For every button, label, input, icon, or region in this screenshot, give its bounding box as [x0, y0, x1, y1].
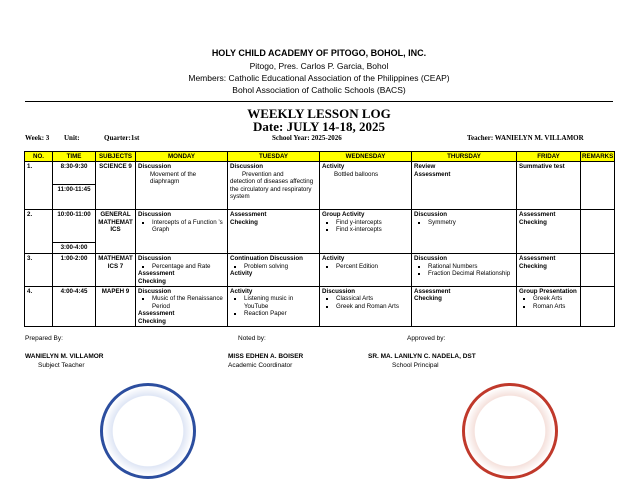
approved-by-name: SR. MA. LANILYN C. NADELA, DST [368, 353, 476, 360]
bullet-list [138, 295, 225, 310]
lesson-log-table [24, 151, 615, 327]
activity-title: Assessment [230, 211, 267, 219]
activity-title: Assessment [519, 255, 556, 263]
activity-title: Checking [138, 277, 166, 285]
membership-ceap: Members: Catholic Educational Association of the Philippines (CEAP) [188, 73, 450, 83]
activity-title: Assessment [138, 310, 175, 318]
col-header: SUBJECTS [96, 152, 136, 162]
bullet-item: ▪ Greek and Roman Arts [336, 303, 409, 310]
activity-title: Activity [322, 255, 345, 263]
col-header: REMARKS [582, 153, 614, 160]
cell-wednesday [320, 287, 412, 327]
activity-title: Continuation Discussion [230, 255, 303, 263]
activity-title: Checking [519, 218, 547, 226]
activity-title: Discussion [230, 163, 264, 171]
cell-tuesday [228, 254, 320, 287]
activity-title: Assessment [414, 288, 451, 296]
bullet-item: ▪ Find y-intercepts [336, 219, 409, 226]
activity-title: Discussion [414, 255, 448, 263]
row-time: 8:30-9:30 [53, 162, 96, 185]
school-name: HOLY CHILD ACADEMY OF PITOGO, BOHOL, INC. [211, 48, 427, 58]
table-row [25, 210, 615, 243]
row-number: 2. [25, 210, 53, 254]
meta-teacher: Teacher: WANIELYN M. VILLAMOR [467, 134, 584, 142]
cell-thursday [412, 254, 517, 287]
cell-friday [517, 162, 581, 210]
activity-title: Activity [322, 163, 345, 171]
activity-title: Review [414, 163, 436, 171]
col-header: NO. [25, 152, 53, 162]
col-header: WEDNESDAY [320, 152, 412, 162]
document-title: WEEKLY LESSON LOG [247, 106, 391, 121]
cell-wednesday [320, 162, 412, 210]
col-header: FRIDAY [517, 152, 581, 162]
cell-wednesday [320, 210, 412, 254]
cell-remarks [581, 162, 615, 210]
header-divider [25, 101, 613, 102]
cell-monday [136, 162, 228, 210]
bullet-item: ▪ Rational Numbers [428, 263, 514, 270]
row-time: 1:00-2:00 [53, 254, 96, 287]
activity-title: Discussion [138, 211, 172, 219]
bullet-list [322, 219, 409, 234]
bullet-list [414, 263, 514, 278]
activity-title: Discussion [414, 211, 448, 219]
bullet-list [414, 219, 514, 226]
activity-title: Assessment [519, 211, 556, 219]
activity-title: Group Presentation [519, 288, 577, 296]
activity-title: Checking [138, 317, 166, 325]
col-header: TUESDAY [228, 152, 320, 162]
cell-remarks [581, 254, 615, 287]
activity-detail: Bottled balloons [334, 170, 379, 178]
cell-friday [517, 210, 581, 254]
activity-title: Discussion [138, 288, 172, 296]
cell-monday [136, 287, 228, 327]
bullet-item: ▪ Greek Arts [533, 295, 578, 302]
noted-by-role: Academic Coordinator [228, 362, 293, 369]
cell-tuesday [228, 210, 320, 254]
bullet-list [322, 263, 409, 270]
document-date: Date: JULY 14-18, 2025 [253, 119, 385, 134]
table-row [25, 162, 615, 185]
activity-title: Assessment [414, 170, 451, 178]
activity-title: Activity [230, 288, 253, 296]
row-subject: GENERAL MATHEMATICS [96, 210, 136, 254]
row-time: 11:00-11:45 [53, 185, 96, 210]
bullet-item: ▪ Listening music in YouTube [244, 295, 317, 310]
activity-title: Group Activity [322, 211, 365, 219]
activity-title: Assessment [138, 270, 175, 278]
bullet-list [519, 295, 578, 310]
row-time: 10:00-11:00 [53, 210, 96, 243]
bullet-list [230, 263, 317, 270]
approved-by-label: Approved by: [407, 335, 446, 342]
bullet-list [230, 295, 317, 317]
col-header: TIME [53, 152, 96, 162]
bullet-list [138, 263, 225, 270]
row-number: 1. [25, 162, 53, 210]
row-number: 3. [25, 254, 53, 287]
bullet-item: ▪ Fraction Decimal Relationship [428, 270, 514, 277]
activity-detail: Movement of the diaphragm [150, 170, 197, 186]
school-seal-right [462, 383, 558, 479]
col-header: THURSDAY [412, 152, 517, 162]
bullet-item: ▪ Reaction Paper [244, 310, 317, 317]
prepared-by-name: WANIELYN M. VILLAMOR [25, 353, 104, 360]
membership-bacs: Bohol Association of Catholic Schools (BACS) [232, 85, 406, 95]
prepared-by-role: Subject Teacher [38, 362, 85, 369]
col-header: MONDAY [136, 152, 228, 162]
noted-by-label: Noted by: [238, 335, 266, 342]
table-row [25, 254, 615, 287]
cell-wednesday [320, 254, 412, 287]
activity-title: Discussion [322, 288, 356, 296]
cell-monday [136, 210, 228, 254]
bullet-item: ▪ Problem solving [244, 263, 317, 270]
cell-tuesday [228, 287, 320, 327]
cell-tuesday [228, 162, 320, 210]
bullet-item: ▪ Roman Arts [533, 303, 578, 310]
cell-thursday [412, 162, 517, 210]
bullet-item: ▪ Percent Edition [336, 263, 409, 270]
school-seal-left [100, 383, 196, 479]
cell-remarks [581, 287, 615, 327]
table-header-row [25, 152, 615, 162]
row-subject: MAPEH 9 [96, 287, 136, 327]
prepared-by-label: Prepared By: [25, 335, 63, 342]
activity-title: Checking [519, 262, 547, 270]
bullet-item: ▪ Music of the Renaissance Period [152, 295, 225, 310]
row-time: 3:00-4:00 [53, 243, 96, 254]
activity-detail: detection of diseases affecting the circulatory and respiratory system [230, 178, 314, 201]
cell-friday [517, 287, 581, 327]
meta-quarter: Quarter:1st [104, 134, 140, 142]
meta-unit: Unit: [64, 134, 80, 142]
approved-by-role: School Principal [392, 362, 439, 369]
school-address: Pitogo, Pres. Carlos P. Garcia, Bohol [249, 61, 389, 71]
bullet-list [322, 295, 409, 310]
activity-detail: Prevention and [242, 170, 284, 178]
row-subject: SCIENCE 9 [96, 162, 136, 210]
activity-title: Checking [230, 218, 258, 226]
table-row [25, 287, 615, 327]
activity-title: Checking [414, 295, 442, 303]
meta-week: Week: 3 [25, 134, 50, 142]
noted-by-name: MISS EDHEN A. BOISER [228, 353, 304, 360]
meta-school-year: School Year: 2025-2026 [272, 134, 342, 142]
activity-title: Discussion [138, 163, 172, 171]
cell-remarks [581, 210, 615, 254]
cell-friday [517, 254, 581, 287]
bullet-list [138, 219, 225, 234]
bullet-item: ▪ Intercepts of a Function ’s Graph [152, 219, 225, 234]
bullet-item: ▪ Percentage and Rate [152, 263, 225, 270]
bullet-item: ▪ Find x-intercepts [336, 226, 409, 233]
bullet-item: ▪ Classical Arts [336, 295, 409, 302]
bullet-item: ▪ Symmetry [428, 219, 514, 226]
activity-title: Activity [230, 270, 253, 278]
row-number: 4. [25, 287, 53, 327]
row-time: 4:00-4:45 [53, 287, 96, 327]
cell-thursday [412, 210, 517, 254]
row-subject: MATHEMATICS 7 [96, 254, 136, 287]
activity-title: Summative test [519, 163, 565, 171]
cell-thursday [412, 287, 517, 327]
cell-monday [136, 254, 228, 287]
activity-title: Discussion [138, 255, 172, 263]
